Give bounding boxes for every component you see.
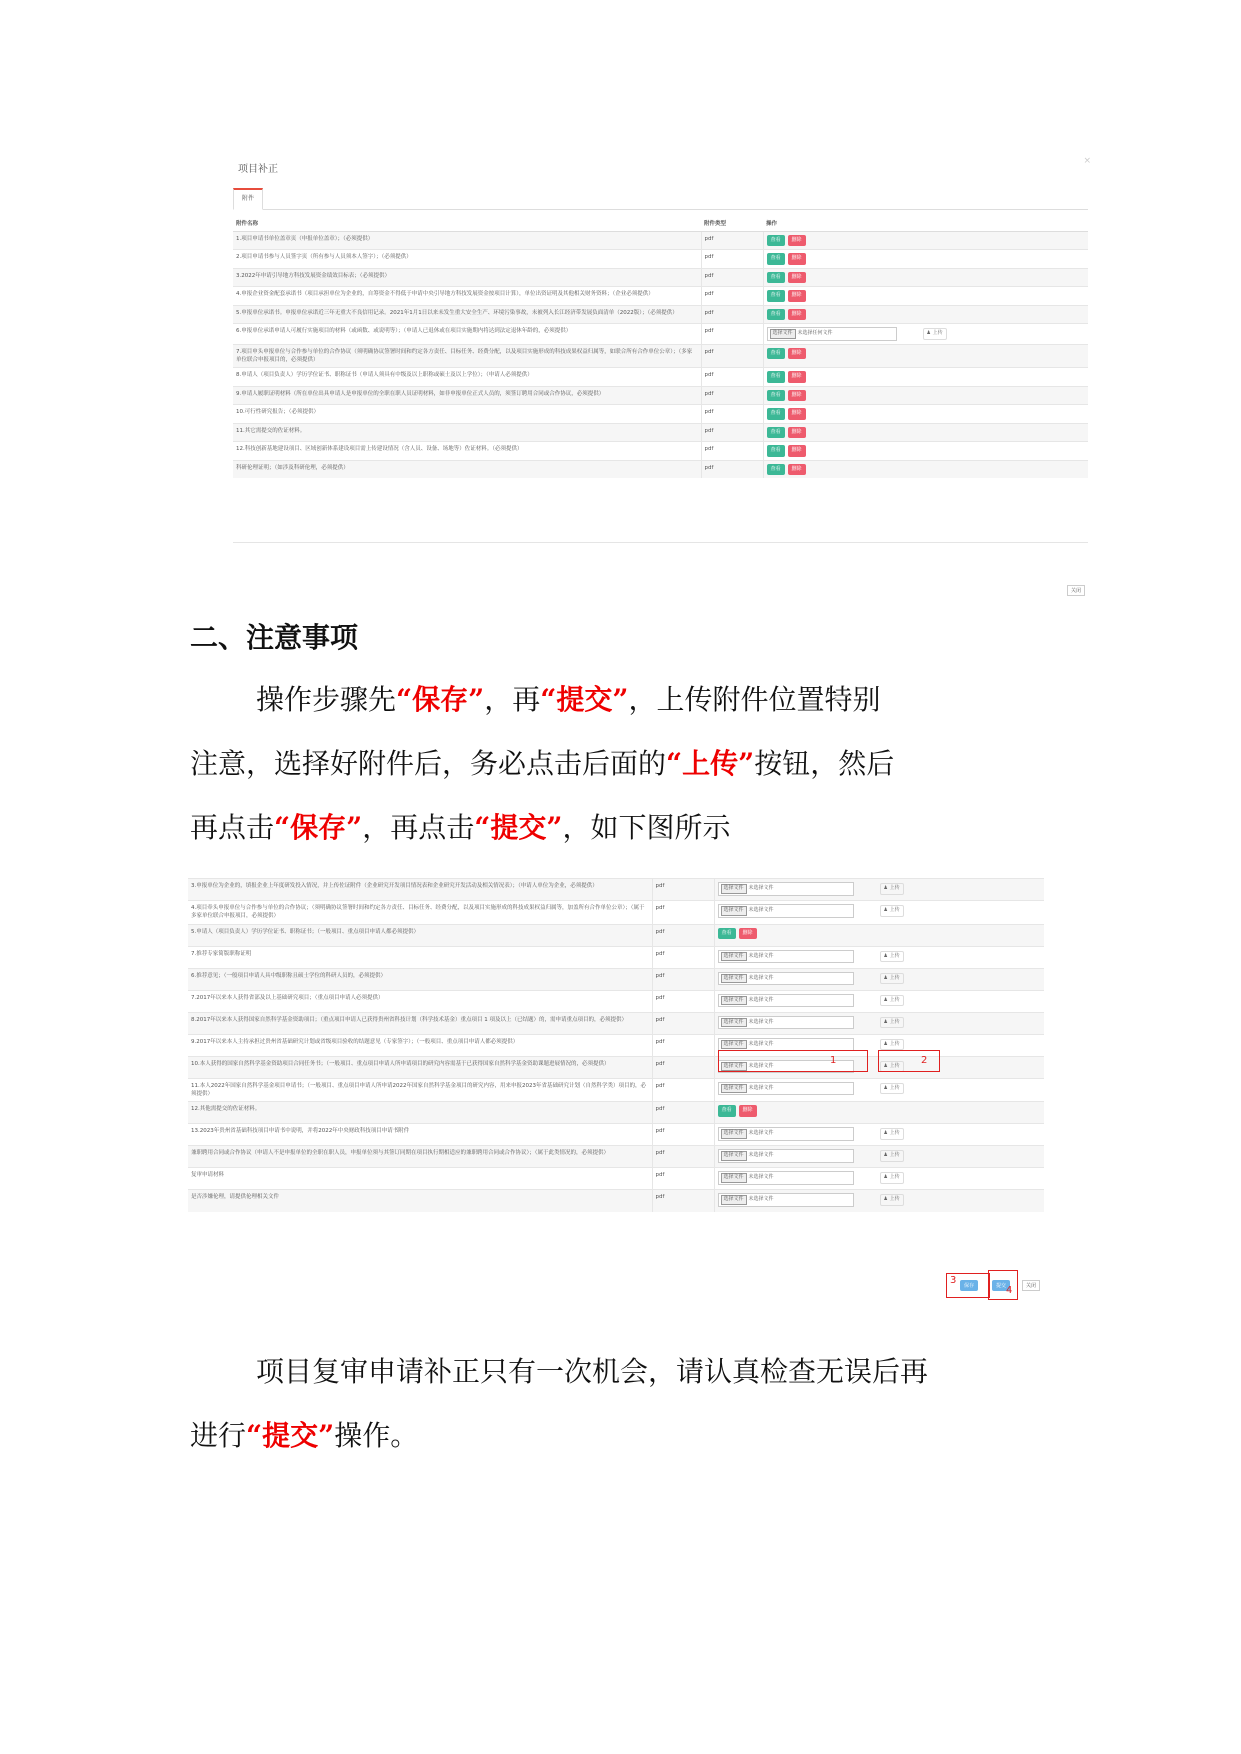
section-heading: 二、注意事项 — [190, 621, 359, 654]
marker-number-1: 1 — [830, 1055, 837, 1066]
user-icon: ♟ — [883, 1130, 888, 1136]
attachment-name: 10.本人获得的国家自然科学基金资助项目合同任务书；（一般项目、重点项目申请人所申请项目的研究内容需基于已获得国家自然科学基金资助课题进展情况的，必须提供） — [188, 1056, 652, 1078]
attachment-name: 3.2022年申请引导地方科技发展资金绩效目标表；（必须提供） — [233, 268, 701, 287]
table-row — [233, 442, 1088, 461]
view-button[interactable]: 查看 — [767, 290, 785, 302]
table-row — [188, 1190, 1044, 1212]
attachment-name: 10.可行性研究报告；（必须提供） — [233, 405, 701, 424]
text: 操作。 — [334, 1419, 419, 1452]
emphasis-submit: “提交” — [540, 683, 629, 716]
attachment-actions — [763, 368, 1088, 387]
view-button[interactable]: 查看 — [767, 445, 785, 457]
attachment-type: pdf — [652, 924, 714, 946]
user-icon: ♟ — [883, 996, 888, 1003]
text: ，再 — [484, 683, 541, 716]
attachment-name: 4.申报企业资金配套承诺书（项目承担单位为企业的，自筹资金不得低于申请中央引导地方科技发展资金按项目计算），单位出资证明及其他相关财务资料；（企业必须提供） — [233, 287, 701, 306]
upload-label: 上传 — [889, 1130, 900, 1136]
view-button[interactable]: 查看 — [767, 309, 785, 321]
user-icon: ♟ — [883, 1196, 888, 1202]
table-row — [233, 305, 1088, 324]
attachment-type: pdf — [652, 1102, 714, 1124]
upload-label: 上传 — [889, 1196, 900, 1202]
attachment-type: pdf — [701, 423, 763, 442]
delete-button[interactable]: 删除 — [788, 253, 806, 265]
save-button[interactable]: 保存 — [960, 1280, 978, 1291]
text: 按钮，然后 — [754, 747, 895, 780]
view-button[interactable]: 查看 — [767, 253, 785, 265]
attachment-type: pdf — [701, 250, 763, 269]
choose-file-button[interactable]: 选择文件 — [721, 884, 747, 894]
attachment-actions — [763, 386, 1088, 405]
choose-file-button[interactable]: 选择文件 — [721, 952, 747, 962]
view-button[interactable]: 查看 — [767, 427, 785, 439]
view-button[interactable]: 查看 — [718, 1105, 736, 1117]
no-file-text: 未选择文件 — [748, 1018, 774, 1025]
upload-button[interactable] — [880, 995, 904, 1007]
delete-button[interactable]: 删除 — [788, 290, 806, 302]
delete-button[interactable]: 删除 — [788, 445, 806, 457]
user-icon: ♟ — [883, 1084, 888, 1091]
col-header-name: 附件名称 — [233, 217, 701, 231]
attachment-type: pdf — [701, 305, 763, 324]
upload-label: 上传 — [889, 996, 900, 1003]
delete-button[interactable]: 删除 — [788, 408, 806, 420]
view-button[interactable]: 查看 — [767, 235, 785, 247]
choose-file-button[interactable]: 选择文件 — [721, 1151, 747, 1161]
file-input[interactable] — [718, 1149, 854, 1163]
attachment-actions — [714, 1146, 1044, 1168]
user-icon: ♟ — [926, 330, 931, 336]
screenshot-upload-steps — [188, 878, 1056, 1310]
attachment-name: 11.本人2022年国家自然科学基金项目申请书；（一般项目、重点项目申请人所申请2022年国家自然科学基金项目的研究内容，用来申报2023年省基础研究计划（自然科学类）项目的，必须提供） — [188, 1078, 652, 1102]
upload-button[interactable] — [880, 1017, 904, 1029]
choose-file-button[interactable]: 选择文件 — [721, 1129, 747, 1139]
table-row — [188, 1124, 1044, 1146]
attachment-actions — [714, 1168, 1044, 1190]
table-row — [188, 1168, 1044, 1190]
attachment-type: pdf — [652, 1146, 714, 1168]
attachment-type: pdf — [701, 344, 763, 368]
attachment-name: 7.项目申头申报单位与合作参与单位的合作协议（须明确协议签署时间和约定各方责任、目标任务、经费分配，以及项目实施形成的科技成果权益归属等，如联合所有合作单位公章）；（多家单位联合申报项目的，必须提供） — [233, 344, 701, 368]
paragraph-1-line-1 — [256, 668, 880, 732]
delete-button[interactable]: 删除 — [788, 348, 806, 360]
no-file-text: 未选择文件 — [748, 885, 774, 891]
attachment-actions — [714, 1124, 1044, 1146]
file-input[interactable] — [718, 904, 854, 918]
tab-attachments[interactable]: 附件 — [233, 188, 263, 210]
upload-button[interactable] — [880, 1172, 904, 1184]
no-file-text: 未选择文件 — [748, 996, 774, 1003]
file-input[interactable] — [718, 1082, 854, 1096]
attachment-actions — [714, 1102, 1044, 1124]
upload-label: 上传 — [889, 1062, 900, 1069]
attachment-type: pdf — [652, 1012, 714, 1034]
user-icon: ♟ — [883, 952, 888, 959]
no-file-text: 未选择文件 — [748, 1040, 774, 1047]
delete-button[interactable]: 删除 — [739, 1105, 757, 1117]
attachment-type: pdf — [652, 1078, 714, 1102]
no-file-text: 未选择文件 — [748, 1062, 774, 1069]
table-row — [233, 231, 1088, 250]
view-button[interactable]: 查看 — [767, 272, 785, 284]
emphasis-upload: “上传” — [666, 747, 755, 780]
attachment-name: 8.申请人（项目负责人）学历学位证书、职称证书（申请人须具有中级及以上职称或硕士及以上学位）；（申请人必须提供） — [233, 368, 701, 387]
marker-number-4: 4 — [1006, 1285, 1013, 1296]
attachment-name: 9.申请人履职证明材料（所在单位出具申请人是申报单位的全职在职人员证明材料，如非申报单位正式人员的，须签订聘用合同或合作协议，必须提供） — [233, 386, 701, 405]
user-icon: ♟ — [883, 907, 888, 913]
marker-number-2: 2 — [921, 1055, 928, 1066]
emphasis-save: “保存” — [396, 683, 485, 716]
table-row — [188, 1012, 1044, 1034]
text: 再点击 — [190, 811, 275, 844]
attachment-name: 7.2017年以来本人获得省部及以上基础研究项目；（重点项目申请人必须提供） — [188, 990, 652, 1012]
attachment-name: 2.项目申请书参与人员签字页（所有参与人员须本人签字）；（必须提供） — [233, 250, 701, 269]
attachment-type: pdf — [652, 1034, 714, 1056]
paragraph-1-line-2 — [190, 732, 894, 796]
attachment-type: pdf — [701, 231, 763, 250]
marker-box-1 — [718, 1050, 868, 1072]
attachment-name: 12.其他需提交的佐证材料。 — [188, 1102, 652, 1124]
table-row — [188, 990, 1044, 1012]
table-row — [233, 324, 1088, 345]
table-row — [233, 250, 1088, 269]
attachment-type: pdf — [701, 405, 763, 424]
delete-button[interactable]: 删除 — [739, 928, 757, 940]
text: 注意，选择好附件后，务必点击后面的 — [190, 747, 667, 780]
upload-button[interactable] — [880, 973, 904, 985]
delete-button[interactable]: 删除 — [788, 272, 806, 284]
paragraph-2-line-2 — [190, 1404, 418, 1468]
table-row — [188, 901, 1044, 925]
upload-button[interactable] — [880, 905, 904, 917]
delete-button[interactable]: 删除 — [788, 235, 806, 247]
file-input[interactable] — [718, 972, 854, 986]
col-header-type: 附件类型 — [701, 217, 763, 231]
table-row — [233, 405, 1088, 424]
dialog-title: 项目补正 — [238, 164, 278, 175]
no-file-text: 未选择文件 — [748, 952, 774, 959]
attachment-actions — [763, 405, 1088, 424]
user-icon: ♟ — [883, 1040, 888, 1047]
view-button[interactable]: 查看 — [767, 371, 785, 383]
attachment-actions — [763, 344, 1088, 368]
attachment-type: pdf — [701, 442, 763, 461]
attachment-type: pdf — [652, 879, 714, 901]
attachment-actions — [763, 423, 1088, 442]
text: 进行 — [190, 1419, 247, 1452]
upload-label: 上传 — [889, 974, 900, 981]
attachment-type: pdf — [701, 460, 763, 478]
table-row — [233, 386, 1088, 405]
attachment-actions — [714, 946, 1044, 968]
view-button[interactable]: 查看 — [767, 390, 785, 402]
attachment-actions — [714, 879, 1044, 901]
attachment-name: 3.申报单位为企业的，填报企业上年度研发投入情况，并上传佐证附件（企业研究开发项目情况表和企业研究开发活动及相关情况表）；（申请人单位为企业，必须提供） — [188, 879, 652, 901]
table-row — [233, 344, 1088, 368]
upload-button[interactable] — [880, 1194, 904, 1206]
attachment-name: 13.2023年贵州省基础科技项目申请书中说明，并将2022年中央财政科技项目申请书附件 — [188, 1124, 652, 1146]
table-row — [233, 423, 1088, 442]
upload-button[interactable] — [923, 328, 947, 340]
delete-button[interactable]: 删除 — [788, 390, 806, 402]
file-input[interactable] — [718, 1038, 854, 1052]
choose-file-button[interactable]: 选择文件 — [721, 1173, 747, 1183]
attachment-name: 12.科技创新基地建设项目、区域创新体系建设项目需上传建设情况（含人员、设备、场地等）佐证材料。（必须提供） — [233, 442, 701, 461]
no-file-text: 未选择任何文件 — [797, 330, 833, 336]
delete-button[interactable]: 删除 — [788, 464, 806, 476]
file-input[interactable] — [718, 1193, 854, 1207]
file-input[interactable] — [718, 1016, 854, 1030]
user-icon: ♟ — [883, 974, 888, 981]
paragraph-1-line-3 — [190, 796, 730, 860]
close-icon[interactable]: × — [1083, 156, 1091, 166]
attachment-name: 7.推荐专家简版职称证明 — [188, 946, 652, 968]
attachment-type: pdf — [652, 968, 714, 990]
attachment-actions — [714, 990, 1044, 1012]
attachment-actions — [714, 1190, 1044, 1212]
footer-divider — [233, 542, 1088, 543]
table-row — [233, 287, 1088, 306]
attachment-actions — [763, 324, 1088, 345]
no-file-text: 未选择文件 — [748, 1130, 774, 1136]
attachment-name: 8.2017年以来本人获得国家自然科学基金资助项目；（重点项目申请人已获得贵州省科技计划（科学技术基金）重点项目 1 项及以上（已结题）的，需申请重点项目的，必须提供） — [188, 1012, 652, 1034]
no-file-text: 未选择文件 — [748, 1196, 774, 1202]
attachment-type: pdf — [652, 1190, 714, 1212]
file-input[interactable] — [767, 327, 897, 341]
attachment-type: pdf — [652, 990, 714, 1012]
attachment-name: 6.推荐意见；（一般项目申请人具中级职称且硕士学位的科研人员的，必须提供） — [188, 968, 652, 990]
file-input[interactable] — [718, 1171, 854, 1185]
attachment-type: pdf — [701, 386, 763, 405]
text: 操作步骤先 — [256, 683, 397, 716]
text: ，再点击 — [362, 811, 475, 844]
choose-file-button[interactable]: 选择文件 — [721, 1062, 747, 1072]
table-row — [188, 879, 1044, 901]
delete-button[interactable]: 删除 — [788, 371, 806, 383]
emphasis-submit: “提交” — [474, 811, 563, 844]
attachment-name: 5.申请人（项目负责人）学历学位证书、职称证书；（一般项目、重点项目申请人都必须提供） — [188, 924, 652, 946]
attachment-name: 是否涉嫌伦理，请提供伦理相关文件 — [188, 1190, 652, 1212]
no-file-text: 未选择文件 — [748, 974, 774, 981]
file-input[interactable] — [718, 994, 854, 1008]
upload-label: 上传 — [889, 885, 900, 891]
choose-file-button[interactable]: 选择文件 — [721, 1084, 747, 1094]
marker-box-2 — [878, 1050, 940, 1072]
attachment-name: 11.其它需提交的佐证材料。 — [233, 423, 701, 442]
attachment-table — [233, 217, 1088, 478]
attachment-name: 兼职聘用合同或合作协议（申请人不是申报单位的全职在职人员，申报单位须与其签订同期在项目执行期相适应的兼职聘用合同或合作协议）；（属于此类情况的，必须提供） — [188, 1146, 652, 1168]
delete-button[interactable]: 删除 — [788, 309, 806, 321]
file-input[interactable] — [718, 1127, 854, 1141]
delete-button[interactable]: 删除 — [788, 427, 806, 439]
attachment-actions — [763, 442, 1088, 461]
attachment-name: 科研伦理证明；（如涉及科研伦理，必须提供） — [233, 460, 701, 478]
choose-file-button[interactable]: 选择文件 — [721, 974, 747, 984]
no-file-text: 未选择文件 — [748, 907, 774, 913]
attachment-type: pdf — [701, 368, 763, 387]
table-row — [188, 1102, 1044, 1124]
user-icon: ♟ — [883, 885, 888, 891]
close-button[interactable]: 关闭 — [1022, 1280, 1040, 1291]
upload-label: 上传 — [889, 907, 900, 913]
upload-label: 上传 — [889, 1152, 900, 1158]
attachment-actions — [763, 287, 1088, 306]
attachment-type: pdf — [701, 324, 763, 345]
user-icon: ♟ — [883, 1018, 888, 1025]
attachment-actions — [714, 1078, 1044, 1102]
upload-label: 上传 — [889, 952, 900, 959]
table-row — [188, 1078, 1044, 1102]
attachment-actions — [763, 250, 1088, 269]
upload-label: 上传 — [889, 1018, 900, 1025]
attachment-name: 5.申报单位承诺书。申报单位承诺近三年无重大不良信用记录。2021年1月1日以来未发生重大安全生产、环境污染事故，未被列入长江经济带发展负面清单（2022版）；（必须提供） — [233, 305, 701, 324]
table-row — [188, 968, 1044, 990]
upload-button[interactable] — [880, 1083, 904, 1095]
file-input[interactable] — [718, 950, 854, 964]
attachment-actions — [714, 968, 1044, 990]
upload-label: 上传 — [889, 1040, 900, 1047]
tab-bar — [233, 188, 1088, 210]
attachment-actions — [763, 268, 1088, 287]
view-button[interactable]: 查看 — [767, 348, 785, 360]
attachment-name: 9.2017年以来本人主持承担过贵州省基础研究计划或省级项目验收的结题意见（专家签字）；（一般项目、重点项目申请人都必须提供） — [188, 1034, 652, 1056]
paragraph-2-line-1: 项目复审申请补正只有一次机会，请认真检查无误后再 — [256, 1355, 929, 1388]
no-file-text: 未选择文件 — [748, 1084, 774, 1091]
attachment-actions — [714, 1012, 1044, 1034]
view-button[interactable]: 查看 — [767, 464, 785, 476]
marker-number-3: 3 — [950, 1275, 957, 1286]
attachment-name: 1.项目申请书单位盖章页（申报单位盖章）；（必须提供） — [233, 231, 701, 250]
choose-file-button[interactable]: 选择文件 — [721, 1018, 747, 1028]
attachment-type: pdf — [701, 287, 763, 306]
choose-file-button[interactable]: 选择文件 — [721, 996, 747, 1006]
attachment-actions — [763, 231, 1088, 250]
attachment-type: pdf — [652, 946, 714, 968]
table-row — [233, 460, 1088, 478]
table-row — [188, 924, 1044, 946]
attachment-type: pdf — [652, 1168, 714, 1190]
choose-file-button[interactable]: 选择文件 — [721, 1195, 747, 1205]
choose-file-button[interactable]: 选择文件 — [770, 329, 796, 339]
attachment-actions — [714, 901, 1044, 925]
upload-label: 上传 — [889, 1084, 900, 1091]
upload-label: 上传 — [889, 1174, 900, 1180]
attachment-type: pdf — [652, 901, 714, 925]
attachment-name: 6.申报单位承诺申请人可履行实施项目的材料（或函数、或说明等）；（申请人已退休或在项目实施期内将达到法定退休年龄的，必须提供） — [233, 324, 701, 345]
text: ，如下图所示 — [562, 811, 731, 844]
upload-button[interactable] — [880, 1128, 904, 1140]
table-row — [188, 1146, 1044, 1168]
no-file-text: 未选择文件 — [748, 1174, 774, 1180]
close-button[interactable]: 关闭 — [1067, 585, 1085, 596]
table-row — [188, 946, 1044, 968]
choose-file-button[interactable]: 选择文件 — [721, 906, 747, 916]
col-header-action: 操作 — [763, 217, 1088, 231]
emphasis-submit: “提交” — [246, 1419, 335, 1452]
screenshot-project-correction — [233, 150, 1093, 605]
emphasis-save: “保存” — [274, 811, 363, 844]
attachment-actions — [714, 924, 1044, 946]
upload-button[interactable] — [880, 951, 904, 963]
file-input[interactable] — [718, 882, 854, 896]
attachment-actions — [763, 460, 1088, 478]
user-icon: ♟ — [883, 1062, 888, 1069]
upload-button[interactable] — [880, 1150, 904, 1162]
upload-button[interactable] — [880, 1039, 904, 1051]
attachment-type: pdf — [652, 1056, 714, 1078]
table-row — [233, 368, 1088, 387]
user-icon: ♟ — [883, 1174, 888, 1180]
attachment-name: 4.项目牵头申报单位与合作参与单位的合作协议；（须明确协议签署时间和约定各方责任、目标任务、经费分配，以及项目实施形成的科技成果权益归属等，加盖所有合作单位公章）；（属于多家单位联合申报项目，必须提供） — [188, 901, 652, 925]
text: ，上传附件位置特别 — [628, 683, 881, 716]
no-file-text: 未选择文件 — [748, 1152, 774, 1158]
attachment-actions — [763, 305, 1088, 324]
table-row — [233, 268, 1088, 287]
attachment-type: pdf — [652, 1124, 714, 1146]
attachment-name: 复审申请材料 — [188, 1168, 652, 1190]
attachment-type: pdf — [701, 268, 763, 287]
view-button[interactable]: 查看 — [718, 928, 736, 940]
user-icon: ♟ — [883, 1152, 888, 1158]
upload-label: 上传 — [932, 330, 943, 336]
submit-button[interactable]: 提交 — [992, 1280, 1010, 1291]
upload-button[interactable] — [880, 883, 904, 895]
choose-file-button[interactable]: 选择文件 — [721, 1040, 747, 1050]
view-button[interactable]: 查看 — [767, 408, 785, 420]
attachment-table-2 — [188, 878, 1044, 1212]
